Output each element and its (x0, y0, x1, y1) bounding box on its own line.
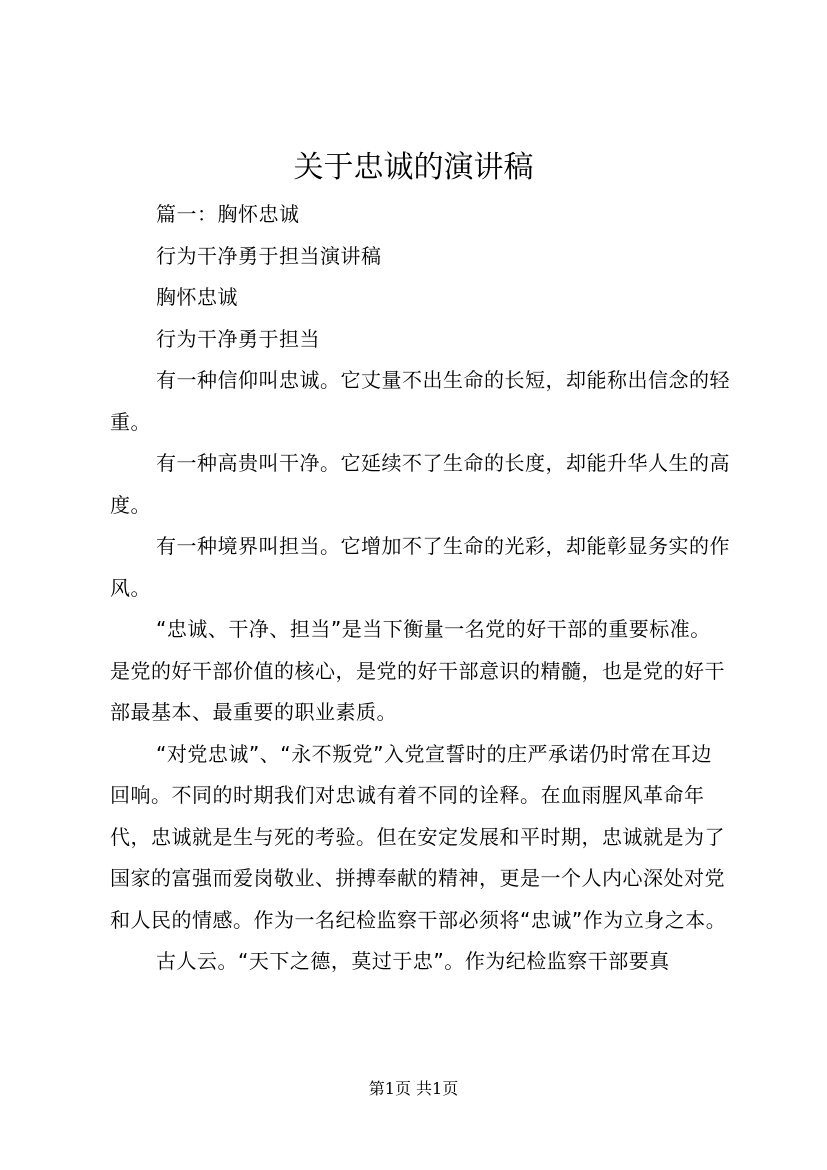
paragraph: 篇一：胸怀忠诚 (156, 202, 300, 226)
paragraph: 古人云。“天下之德，莫过于忠”。作为纪检监察干部要真 (156, 949, 670, 973)
paragraph: “忠诚、干净、担当”是当下衡量一名党的好干部的重要标准。是党的好干部价值的核心，是党的好干部意识的精髓，也是党的好干部最基本、最重要的职业素质。 (110, 617, 725, 724)
paragraph: 有一种信仰叫忠诚。它丈量不出生命的长短，却能称出信念的轻重。 (110, 368, 730, 434)
document-body (110, 194, 730, 983)
paragraph: 行为干净勇于担当演讲稿 (156, 243, 382, 268)
paragraph: 有一种高贵叫干净。它延续不了生命的长度，却能升华人生的高度。 (110, 451, 730, 517)
page-footer: 第1页 共1页 (368, 1079, 459, 1098)
paragraph: “对党忠诚”、“永不叛党”入党宣誓时的庄严承诺仍时常在耳边回响。不同的时期我们对忠诚有着不同的诠释。在血雨腥风革命年代，忠诚就是生与死的考验。但在安定发展和平时期，忠诚就是为了国家的富强而爱岗敬业、拼搏奉献的精神，更是一个人内心深处对党和人民的情感。作为一名纪检监察干部必须将“忠诚”作为立身之本。 (110, 741, 727, 932)
document-title: 关于忠诚的演讲稿 (293, 150, 534, 185)
paragraph: 行为干净勇于担当 (156, 326, 320, 351)
paragraph: 胸怀忠诚 (156, 285, 238, 309)
paragraph: 有一种境界叫担当。它增加不了生命的光彩，却能彰显务实的作风。 (110, 534, 730, 600)
